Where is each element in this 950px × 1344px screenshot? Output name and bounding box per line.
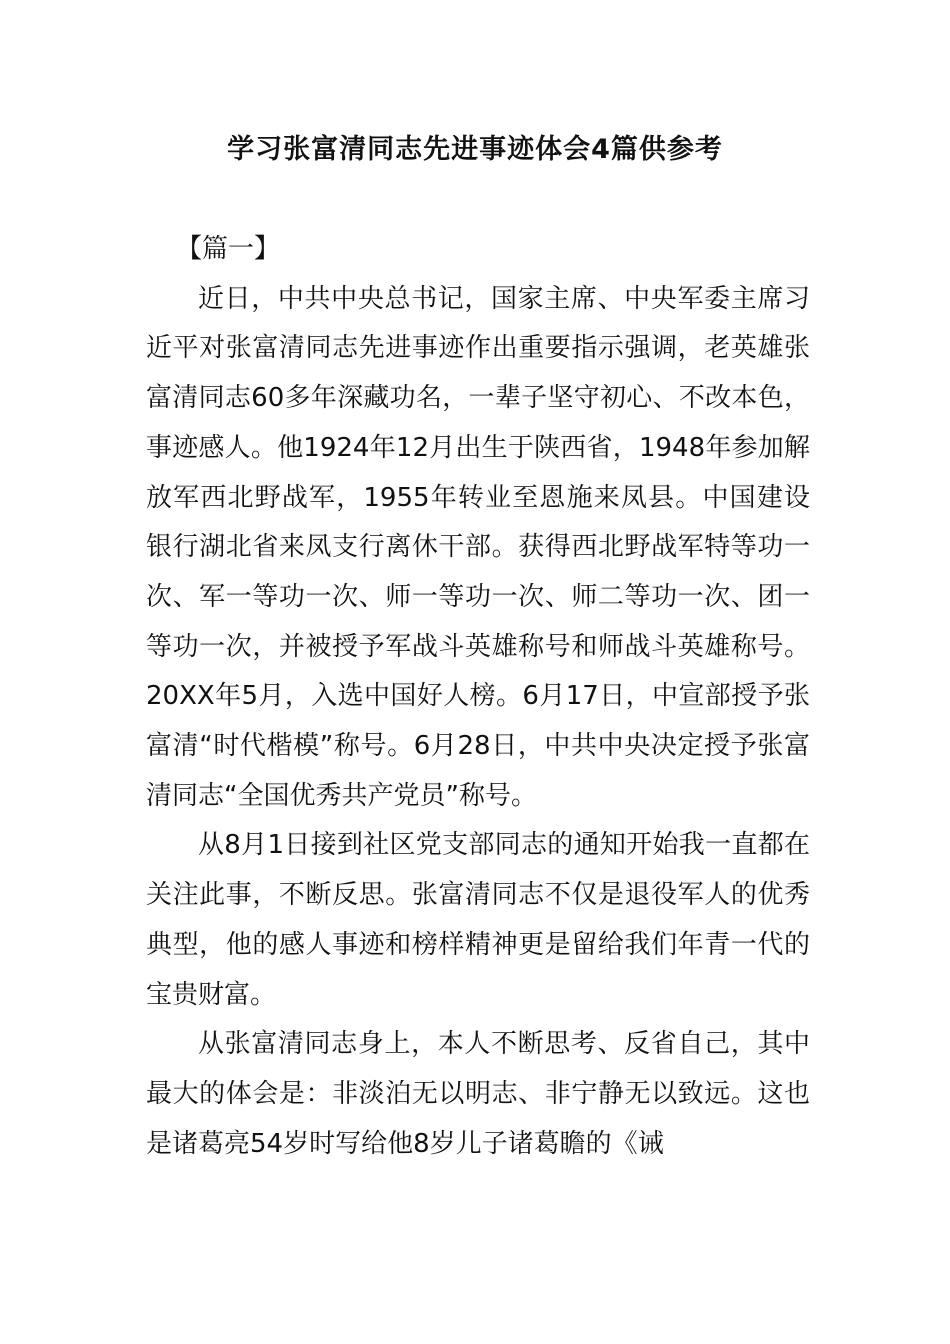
paragraph-3: 从张富清同志身上，本人不断思考、反省自己，其中最大的体会是：非淡泊无以明志、非宁静无以致远。这也是诸葛亮54岁时写给他8岁儿子诸葛瞻的《诫 <box>146 1029 810 1159</box>
document-body <box>146 225 810 1169</box>
paragraph-1: 近日，中共中央总书记，国家主席、中央军委主席习近平对张富清同志先进事迹作出重要指示强调，老英雄张富清同志60多年深藏功名，一辈子坚守初心、不改本色，事迹感人。他1924年12月出生于陕西省，1948年参加解放军西北野战军，1955年转业至恩施来凤县。中国建设银行湖北省来凤支行离休干部。获得西北野战军特等功一次、军一等功一次、师一等功一次、师二等功一次、团一等功一次，并被授予军战斗英雄称号和师战斗英雄称号。20XX年5月，入选中国好人榜。6月17日，中宣部授予张富清“时代楷模”称号。6月28日，中共中央决定授予张富清同志“全国优秀共产党员”称号。 <box>146 283 810 811</box>
paragraph-2: 从8月1日接到社区党支部同志的通知开始我一直都在关注此事，不断反思。张富清同志不仅是退役军人的优秀典型，他的感人事迹和榜样精神更是留给我们年青一代的宝贵财富。 <box>146 830 810 1010</box>
section-heading: 【篇一】 <box>176 234 281 264</box>
document-title: 学习张富清同志先进事迹体会4篇供参考 <box>227 134 723 165</box>
